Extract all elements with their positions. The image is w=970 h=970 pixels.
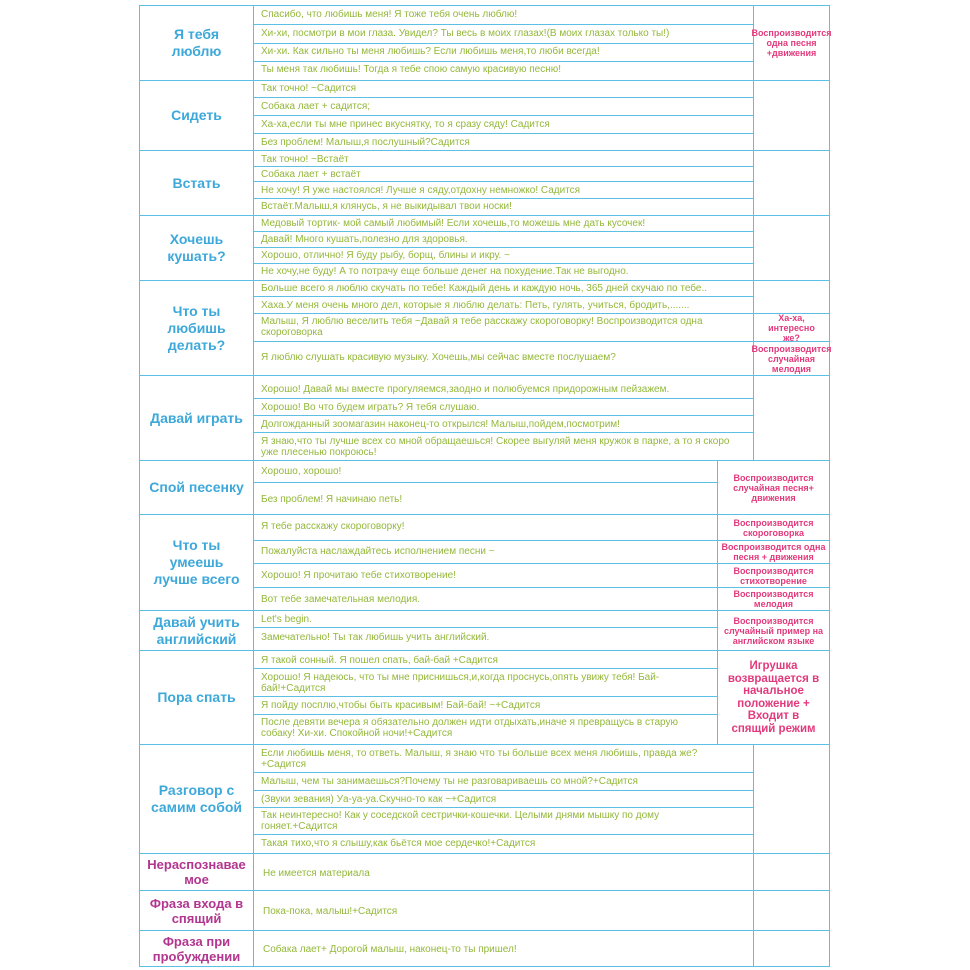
response-text: Я тебе расскажу скороговорку! xyxy=(261,521,405,532)
action-label: Воспроизводится случайная мелодия xyxy=(751,343,832,374)
action-label: Воспроизводится случайный пример на английском языке xyxy=(723,615,824,646)
row-divider xyxy=(253,807,754,808)
response-text: Собака лает + встаёт xyxy=(261,169,361,180)
action-cell xyxy=(753,341,830,376)
response-text: Малыш, Я люблю веселить тебя ~Давай я тебе расскажу скороговорку! Воспроизводится одна скороговорка xyxy=(261,316,703,338)
command-label: Я тебя люблю xyxy=(171,26,222,59)
command-cell xyxy=(139,375,254,461)
response-text: Хорошо! Я надеюсь, что ты мне приснишься,и,когда проснусь,опять увижу тебя! Бай-бай!+Садится xyxy=(261,672,660,694)
action-cell xyxy=(753,744,830,854)
response-text: Так точно! ~Садится xyxy=(261,83,357,94)
row-divider xyxy=(253,24,754,25)
response-text: Такая тихо,что я слышу,как бьётся мое сердечко!+Садится xyxy=(261,838,536,849)
action-label: Воспроизводится одна песня +движения xyxy=(751,28,832,58)
row-divider xyxy=(253,714,718,715)
row-divider xyxy=(253,587,718,588)
action-label: Воспроизводится одна песня + движения xyxy=(721,542,826,562)
row-divider xyxy=(253,133,754,134)
action-cell xyxy=(717,514,830,541)
response-text: Долгожданный зоомагазин наконец-то открылся! Малыш,пойдем,посмотрим! xyxy=(261,419,620,430)
command-cell xyxy=(139,744,254,854)
command-cell xyxy=(139,150,254,216)
action-cell xyxy=(717,460,830,515)
row-divider xyxy=(253,198,754,199)
command-cell xyxy=(139,930,254,967)
row-divider xyxy=(253,834,754,835)
row-divider xyxy=(253,563,718,564)
response-text: Малыш, чем ты занимаешься?Почему ты не разговариваешь со мной?+Садится xyxy=(261,776,638,787)
response-text: Пожалуйста наслаждайтесь исполнением песни ~ xyxy=(261,546,495,557)
response-text: Хи-хи. Как сильно ты меня любишь? Если любишь меня,то люби всегда! xyxy=(261,46,600,57)
command-label: Фраза при пробуждении xyxy=(152,933,241,964)
response-text: Let's begin. xyxy=(261,614,312,625)
action-cell xyxy=(753,150,830,216)
response-text: Хорошо! Во что будем играть? Я тебя слушаю. xyxy=(261,402,480,413)
response-text: Без проблем! Малыш,я послушный?Садится xyxy=(261,137,470,148)
row-divider xyxy=(253,772,754,773)
response-text: (Звуки зевания) Уа-уа-уа.Скучно-то как ~+Садится xyxy=(261,794,497,805)
command-cell xyxy=(139,280,254,376)
row-divider xyxy=(253,398,754,399)
response-text: Без проблем! Я начинаю петь! xyxy=(261,494,403,505)
command-cell xyxy=(139,5,254,81)
response-text: Хорошо, отлично! Я буду рыбу, борщ, блины и икру. ~ xyxy=(261,250,510,261)
row-divider xyxy=(253,61,754,62)
action-cell xyxy=(717,650,830,745)
command-label: Нераспознаваемое xyxy=(147,857,246,887)
row-divider xyxy=(253,313,754,314)
response-text: Не хочу,не буду! А то потрачу еще больше денег на похудение.Так не выгодно. xyxy=(261,266,629,277)
command-label: Пора спать xyxy=(157,689,236,705)
response-text: Собака лает + садится; xyxy=(261,101,371,112)
row-divider xyxy=(253,231,754,232)
response-text: Хорошо, хорошо! xyxy=(261,466,342,477)
command-label: Сидеть xyxy=(171,107,222,123)
response-text: Ты меня так любишь! Тогда я тебе спою самую красивую песню! xyxy=(261,64,562,75)
row-divider xyxy=(253,247,754,248)
row-divider xyxy=(253,115,754,116)
row-divider xyxy=(253,790,754,791)
action-label: Воспроизводится скороговорка xyxy=(733,517,814,538)
response-text: Я пойду посплю,чтобы быть красивым! Бай-бай! ~+Садится xyxy=(261,700,541,711)
response-text: Спасибо, что любишь меня! Я тоже тебя очень люблю! xyxy=(261,9,518,20)
responses-cell xyxy=(253,610,718,651)
action-cell xyxy=(753,215,830,281)
command-cell xyxy=(139,215,254,281)
row-divider xyxy=(253,415,754,416)
row-divider xyxy=(253,540,718,541)
response-text: Если любишь меня, то ответь. Малыш, я знаю что ты больше всех меня любишь, правда же?+Садится xyxy=(261,748,698,770)
command-label: Что ты умеешь лучше всего xyxy=(153,537,240,587)
command-label: Разговор с самим собой xyxy=(150,782,243,815)
response-text: Ха-ха,если ты мне принес вкуснятку, то я сразу сяду! Садится xyxy=(261,119,550,130)
action-cell xyxy=(753,890,830,931)
response-text: Не хочу! Я уже настоялся! Лучше я сяду,отдохну немножко! Садится xyxy=(261,185,581,196)
command-cell xyxy=(139,890,254,931)
response-text: Собака лает+ Дорогой малыш, наконец-то ты пришел! xyxy=(263,944,517,955)
response-text: Так точно! ~Встаёт xyxy=(261,154,349,165)
row-divider xyxy=(253,432,754,433)
response-text: Хорошо! Давай мы вместе прогуляемся,заодно и полюбуемся придорожным пейзажем. xyxy=(261,384,670,395)
row-divider xyxy=(253,668,718,669)
response-text: Я знаю,что ты лучше всех со мной обращаешься! Скорее выгуляй меня кружок в парке, а то я скоро уже плесенью покроюсь! xyxy=(261,436,730,458)
command-label: Давай играть xyxy=(150,409,243,426)
row-divider xyxy=(253,263,754,264)
response-text: После девяти вечера я обязательно должен идти отдыхать,иначе я превращусь в старую собаку! Хи-хи. Спокойной ночи!+Садится xyxy=(261,717,678,739)
row-divider xyxy=(253,696,718,697)
action-cell xyxy=(753,930,830,967)
row-divider xyxy=(253,97,754,98)
action-label: Воспроизводится стихотворение xyxy=(733,565,814,586)
action-cell xyxy=(753,80,830,151)
row-divider xyxy=(253,482,718,483)
response-text: Хаха.У меня очень много дел, которые я люблю делать: Петь, гулять, учиться, бродить,....... xyxy=(261,300,690,311)
command-label: Что ты любишь делать? xyxy=(167,302,226,353)
action-cell xyxy=(717,563,830,588)
action-label: Воспроизводится случайная песня+ движения xyxy=(733,472,814,503)
command-label: Хочешь кушать? xyxy=(167,231,226,264)
action-cell xyxy=(717,587,830,611)
action-cell xyxy=(717,540,830,564)
action-cell xyxy=(753,5,830,81)
command-label: Фраза входа в спящий xyxy=(149,895,244,926)
row-divider xyxy=(253,627,718,628)
response-text: Вот тебе замечательная мелодия. xyxy=(261,594,421,605)
response-text: Замечательно! Ты так любишь учить английский. xyxy=(261,632,490,643)
response-text: Давай! Много кушать,полезно для здоровья. xyxy=(261,234,468,245)
response-text: Больше всего я люблю скучать по тебе! Каждый день и каждую ночь, 365 дней скучаю по тебе.. xyxy=(261,283,707,294)
row-divider xyxy=(253,43,754,44)
response-text: Я люблю слушать красивую музыку. Хочешь,мы сейчас вместе послушаем? xyxy=(261,352,616,363)
command-label: Встать xyxy=(172,174,221,191)
command-label: Спой песенку xyxy=(149,479,244,495)
action-cell xyxy=(717,610,830,651)
action-cell xyxy=(753,375,830,461)
command-cell xyxy=(139,650,254,745)
response-text: Хорошо! Я прочитаю тебе стихотворение! xyxy=(261,570,456,581)
response-text: Так неинтересно! Как у соседской сестрички-кошечки. Целыми днями мышку по дому гоняет.+Садится xyxy=(261,810,660,832)
action-cell xyxy=(753,313,830,342)
response-text: Медовый тортик- мой самый любимый! Если хочешь,то можешь мне дать кусочек! xyxy=(261,218,646,229)
response-text: Не имеется материала xyxy=(263,868,370,879)
action-cell xyxy=(753,280,830,314)
response-text: Я такой сонный. Я пошел спать, бай-бай +Садится xyxy=(261,655,498,666)
action-label: Ха-ха, интересно же? xyxy=(768,312,815,343)
response-text: Встаёт.Малыш,я клянусь, я не выкидывал твои носки! xyxy=(261,201,512,212)
command-cell xyxy=(139,460,254,515)
action-label: Игрушка возвращается в начальное положение + Входит в спящий режим xyxy=(727,660,820,735)
action-label: Воспроизводится мелодия xyxy=(733,589,814,609)
command-cell xyxy=(139,610,254,651)
response-text: Хи-хи, посмотри в мои глаза. Увидел? Ты весь в моих глазах!(В моих глазах только ты!) xyxy=(261,28,670,39)
response-text: Пока-пока, малыш!+Садится xyxy=(263,906,398,917)
command-label: Давай учить английский xyxy=(153,613,240,647)
row-divider xyxy=(253,296,754,297)
row-divider xyxy=(253,181,754,182)
row-divider xyxy=(253,341,754,342)
command-cell xyxy=(139,853,254,891)
command-cell xyxy=(139,80,254,151)
action-cell xyxy=(753,853,830,891)
command-cell xyxy=(139,514,254,611)
row-divider xyxy=(253,166,754,167)
